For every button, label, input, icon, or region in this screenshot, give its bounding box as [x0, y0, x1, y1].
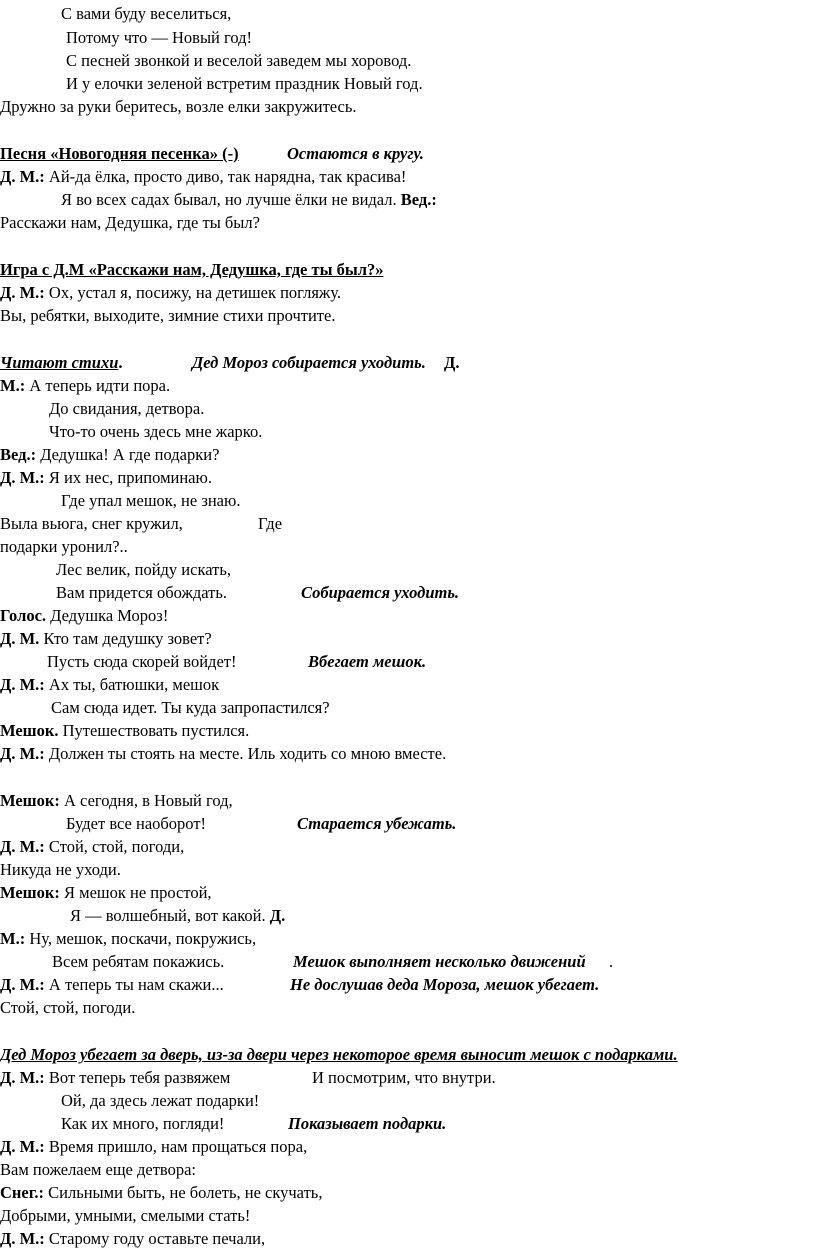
text-segment: Вам пожелаем еще детвора:: [0, 1160, 197, 1179]
dialogue-line: [0, 791, 233, 811]
text-line: [61, 1114, 447, 1134]
text-line: [0, 213, 260, 233]
text-segment: А теперь ты нам скажи...: [44, 975, 224, 994]
dialogue-line: [0, 675, 219, 695]
dialogue-line: [0, 929, 256, 949]
speaker-label: Д. М.:: [0, 975, 45, 994]
text-line: [0, 1160, 196, 1180]
stage-direction: Показывает подарки.: [288, 1114, 447, 1133]
speaker-label: Д. М.:: [0, 744, 45, 763]
speaker-label: М.:: [0, 929, 26, 948]
text-segment: И посмотрим, что внутри.: [312, 1068, 496, 1087]
text-segment: Что-то очень здесь мне жарко.: [49, 422, 263, 441]
text-line: [66, 814, 457, 834]
text-line: [49, 422, 262, 442]
text-segment: Где: [258, 514, 283, 533]
section-title: Читают стихи: [0, 353, 119, 372]
text-line: [66, 28, 252, 48]
text-segment: Добрыми, умными, смелыми стать!: [0, 1206, 251, 1225]
speaker-label: Д. М.:: [0, 167, 45, 186]
dialogue-line: [0, 975, 600, 995]
dialogue-line: [0, 629, 212, 649]
text-segment: До свидания, детвора.: [49, 399, 205, 418]
dialogue-line: [0, 1229, 265, 1249]
text-segment: Должен ты стоять на месте. Иль ходить со мною вместе.: [44, 744, 447, 763]
dialogue-line: [0, 283, 341, 303]
speaker-label: Снег.:: [0, 1183, 44, 1202]
text-segment: Я мешок не простой,: [59, 883, 212, 902]
dialogue-line: [0, 445, 219, 465]
section-title: Дед Мороз убегает за дверь, из-за двери через некоторое время выносит мешок с подарками.: [0, 1045, 678, 1064]
text-segment: Никуда не уходи.: [0, 860, 121, 879]
dialogue-line: [0, 606, 168, 626]
text-line: [51, 698, 330, 718]
stage-heading: [0, 260, 384, 280]
text-segment: Выла вьюга, снег кружил,: [0, 514, 183, 533]
speaker-label: Д. М.:: [0, 283, 45, 302]
dialogue-line: [0, 1137, 307, 1157]
text-line: [0, 306, 335, 326]
text-line: [0, 860, 121, 880]
text-segment: Я их нес, припоминаю.: [44, 468, 212, 487]
text-segment: Ах ты, батюшки, мешок: [44, 675, 220, 694]
text-line: [61, 1091, 259, 1111]
text-line: [61, 4, 231, 24]
text-segment: .: [118, 353, 123, 372]
text-segment: С вами буду веселиться,: [61, 4, 232, 23]
stage-direction: Мешок выполняет несколько движений: [293, 952, 586, 971]
text-segment: Дружно за руки беритесь, возле елки закружитесь.: [0, 97, 357, 116]
text-segment: Путешествовать пустился.: [58, 721, 250, 740]
stage-heading: [0, 1045, 678, 1065]
text-segment: Дедушка Мороз!: [46, 606, 169, 625]
text-line: [0, 1206, 250, 1226]
speaker-label: Вед.:: [400, 190, 437, 209]
stage-heading: [0, 353, 460, 373]
text-line: [56, 560, 231, 580]
text-segment: И у елочки зеленой встретим праздник Новый год.: [66, 74, 423, 93]
text-segment: Пусть сюда скорей войдет!: [47, 652, 237, 671]
speaker-label: Д. М.:: [0, 1229, 45, 1248]
text-line: [66, 74, 423, 94]
speaker-label: Мешок.: [0, 721, 59, 740]
speaker-label: Д. М.: [0, 629, 40, 648]
speaker-label: Д. М.:: [0, 468, 45, 487]
text-segment: Вы, ребятки, выходите, зимние стихи прочтите.: [0, 306, 336, 325]
speaker-label: Д. М.:: [0, 837, 45, 856]
dialogue-line: [0, 837, 184, 857]
text-segment: Стой, стой, погоди,: [44, 837, 185, 856]
speaker-label: Д.: [269, 906, 286, 925]
text-segment: Ай-да ёлка, просто диво, так нарядна, так красива!: [44, 167, 407, 186]
text-segment: А теперь идти пора.: [25, 376, 171, 395]
dialogue-line: [0, 167, 406, 187]
speaker-label: Д. М.:: [0, 1068, 45, 1087]
text-segment: Я — волшебный, вот какой.: [70, 906, 270, 925]
text-line: [61, 190, 437, 210]
text-line: [0, 97, 357, 117]
dialogue-line: [0, 1183, 322, 1203]
text-line: [47, 652, 427, 672]
text-segment: Расскажи нам, Дедушка, где ты был?: [0, 213, 260, 232]
stage-direction: Остаются в кругу.: [287, 144, 424, 163]
text-segment: Я во всех садах бывал, но лучше ёлки не видал.: [61, 190, 401, 209]
speaker-label: Д. М.:: [0, 675, 45, 694]
text-line: [66, 51, 411, 71]
stage-direction: Вбегает мешок.: [308, 652, 427, 671]
text-segment: Кто там дедушку зовет?: [39, 629, 212, 648]
text-segment: подарки уронил?..: [0, 537, 128, 556]
speaker-label: Мешок:: [0, 883, 60, 902]
dialogue-line: [0, 744, 446, 764]
text-line: [70, 906, 285, 926]
dialogue-line: [0, 468, 212, 488]
text-segment: Ну, мешок, поскачи, покружись,: [25, 929, 257, 948]
text-line: [61, 491, 240, 511]
text-segment: .: [609, 952, 614, 971]
stage-direction: Собирается уходить.: [301, 583, 460, 602]
stage-direction: Дед Мороз собирается уходить.: [192, 353, 426, 372]
text-segment: Будет все наоборот!: [66, 814, 207, 833]
text-segment: Потому что — Новый год!: [66, 28, 253, 47]
text-line: [49, 399, 204, 419]
speaker-label: Голос.: [0, 606, 47, 625]
text-segment: Вам придется обождать.: [56, 583, 228, 602]
dialogue-line: [0, 883, 212, 903]
speaker-label: Д.: [444, 353, 460, 372]
stage-direction: Не дослушав деда Мороза, мешок убегает.: [290, 975, 600, 994]
text-segment: Где упал мешок, не знаю.: [61, 491, 241, 510]
text-segment: Лес велик, пойду искать,: [56, 560, 231, 579]
text-segment: С песней звонкой и веселой заведем мы хоровод.: [66, 51, 412, 70]
text-segment: Старому году оставьте печали,: [44, 1229, 266, 1248]
stage-heading: [0, 144, 424, 164]
dialogue-line: [0, 721, 249, 741]
text-segment: Ох, устал я, посижу, на детишек погляжу.: [44, 283, 342, 302]
speaker-label: Мешок:: [0, 791, 60, 810]
speaker-label: Вед.:: [0, 445, 37, 464]
text-segment: Стой, стой, погоди.: [0, 998, 136, 1017]
text-segment: Всем ребятам покажись.: [52, 952, 225, 971]
text-segment: Время пришло, нам прощаться пора,: [44, 1137, 308, 1156]
speaker-label: Д. М.:: [0, 1137, 45, 1156]
text-segment: Дедушка! А где подарки?: [36, 445, 220, 464]
stage-direction: Старается убежать.: [297, 814, 457, 833]
speaker-label: М.:: [0, 376, 26, 395]
text-line: [52, 952, 614, 972]
text-segment: Ой, да здесь лежат подарки!: [61, 1091, 260, 1110]
text-segment: А сегодня, в Новый год,: [59, 791, 233, 810]
text-line: [0, 998, 135, 1018]
text-segment: Сам сюда идет. Ты куда запропастился?: [51, 698, 330, 717]
section-title: Песня «Новогодняя песенка» (-): [0, 144, 239, 163]
section-title: Игра с Д.М «Расскажи нам, Дедушка, где ты был?»: [0, 260, 384, 279]
text-line: [56, 583, 460, 603]
text-line: [0, 514, 283, 534]
text-segment: Как их много, погляди!: [61, 1114, 225, 1133]
dialogue-line: [0, 376, 170, 396]
dialogue-line: [0, 1068, 496, 1088]
text-line: [0, 537, 128, 557]
text-segment: Сильными быть, не болеть, не скучать,: [44, 1183, 323, 1202]
text-segment: Вот теперь тебя развяжем: [44, 1068, 231, 1087]
